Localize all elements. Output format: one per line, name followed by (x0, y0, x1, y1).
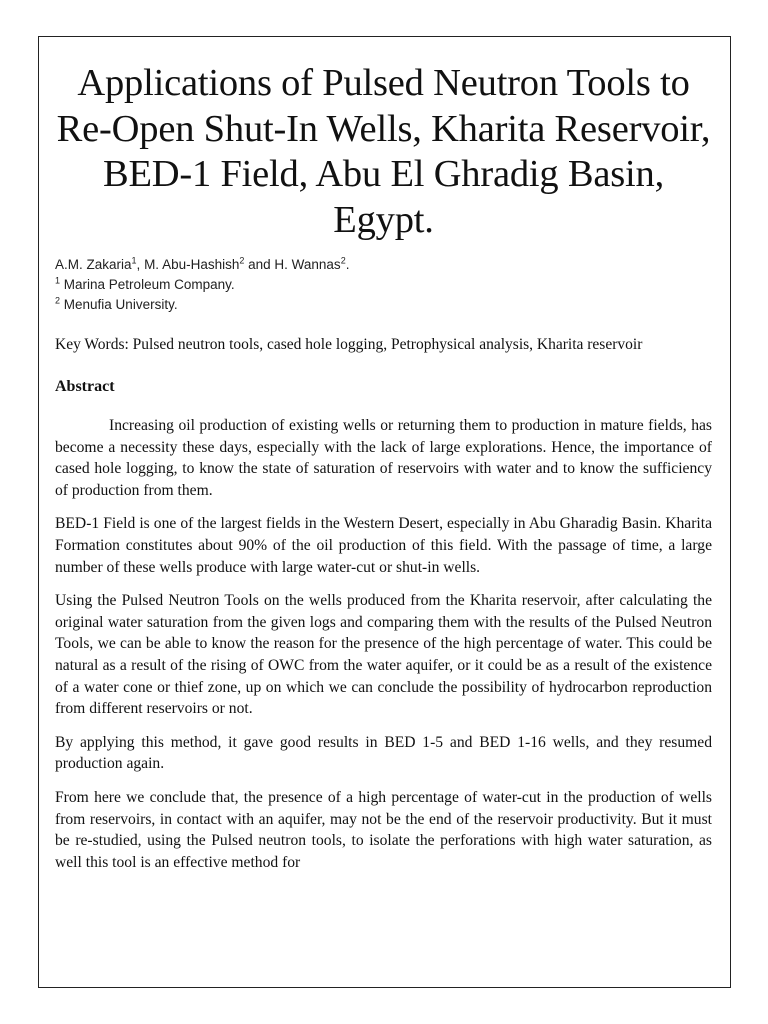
abstract-paragraph: From here we conclude that, the presence of a high percentage of water-cut in the production of wells from reservoirs, in contact with an aquifer, may not be the end of the reservoir productivity. But it must be re-studied, using the Pulsed neutron tools, to isolate the perforations with high water saturation, as well this tool is an effective method for (55, 788, 712, 871)
affiliation-marker: 1 (131, 255, 137, 266)
author-block (55, 255, 712, 315)
author-separator: and (244, 257, 275, 272)
paper-content (55, 61, 712, 873)
affiliation-marker: 2 (55, 295, 61, 306)
affiliation-line (55, 275, 712, 295)
author-name: A.M. Zakaria (55, 257, 132, 272)
abstract-heading: Abstract (55, 378, 115, 395)
author-separator: . (345, 257, 350, 272)
abstract-paragraph: By applying this method, it gave good results in BED 1-5 and BED 1-16 wells, and they resumed production again. (55, 733, 712, 773)
affiliation-marker: 2 (239, 255, 245, 266)
author-line (55, 255, 712, 275)
paper-title: Applications of Pulsed Neutron Tools to Re-Open Shut-In Wells, Kharita Reservoir, BED-1 Field, Abu El Ghradig Basin, Egypt. (56, 62, 711, 241)
affiliation-line (55, 295, 712, 315)
abstract-paragraph: BED-1 Field is one of the largest fields in the Western Desert, especially in Abu Gharadig Basin. Kharita Formation constitutes about 90% of the oil production of this field. With the passage of time, a large number of these wells produce with large water-cut or shut-in wells. (55, 515, 712, 576)
page-border (38, 36, 731, 988)
affiliation-marker: 2 (340, 255, 346, 266)
author-name: H. Wannas (274, 257, 341, 272)
author-name: M. Abu-Hashish (144, 257, 240, 272)
affiliation-text: Marina Petroleum Company. (63, 277, 235, 292)
keywords: Key Words: Pulsed neutron tools, cased hole logging, Petrophysical analysis, Kharita reservoir (55, 336, 643, 353)
abstract-paragraph: Using the Pulsed Neutron Tools on the wells produced from the Kharita reservoir, after calculating the original water saturation from the given logs and comparing them with the results of the Pulsed Neutron Tools, we can be able to know the reason for the presence of the high percentage of water. This could be natural as a result of the rising of OWC from the water aquifer, or it could be as a result of the existence of a water cone or thief zone, up on which we can conclude the possibility of hydrocarbon reproduction from different reservoirs or not. (55, 592, 712, 718)
affiliation-text: Menufia University. (63, 297, 178, 312)
author-separator: , (136, 257, 145, 272)
affiliation-marker: 1 (55, 275, 61, 286)
abstract-paragraph: Increasing oil production of existing wells or returning them to production in mature fields, has become a necessity these days, especially with the lack of large explorations. Hence, the importance of cased hole logging, to know the state of saturation of reservoirs with water and to know the sufficiency of production from them. (55, 417, 712, 499)
